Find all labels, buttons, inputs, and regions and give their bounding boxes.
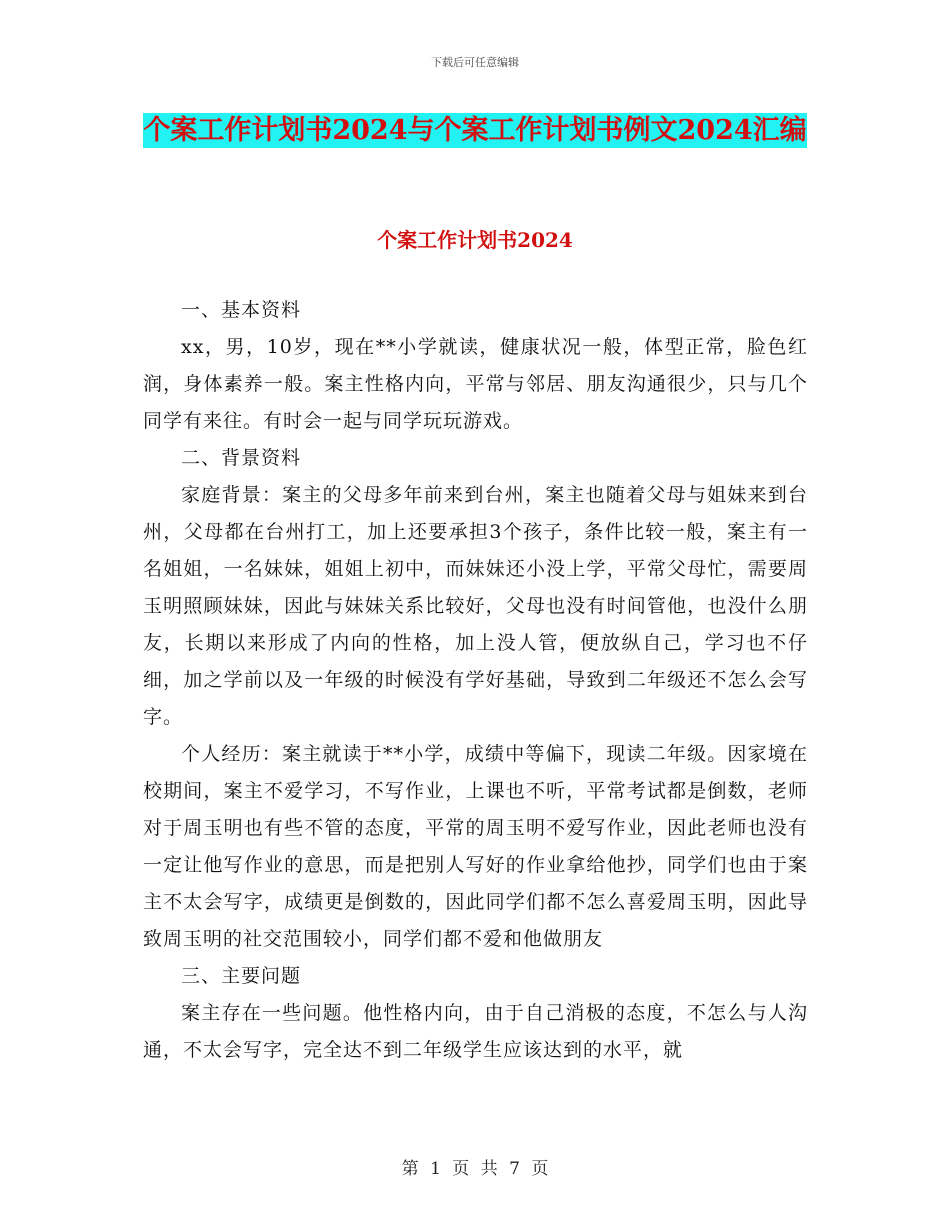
heading-main-problems: 三、主要问题 (181, 965, 302, 987)
document-body (143, 292, 808, 1069)
section-title: 个案工作计划书2024 (377, 228, 573, 252)
heading-background: 二、背景资料 (181, 447, 302, 469)
document-title (140, 106, 810, 156)
document-title-text: 个案工作计划书2024与个案工作计划书例文2024汇编 (143, 115, 807, 146)
paragraph-basic-info: xx，男，10岁，现在**小学就读，健康状况一般，体型正常，脸色红润，身体素养一般。案主性格内向，平常与邻居、朋友沟通很少，只与几个同学有来往。有时会一起与同学玩玩游戏。 (143, 336, 808, 432)
heading-basic-info: 一、基本资料 (181, 299, 302, 321)
paragraph-main-problems: 案主存在一些问题。他性格内向，由于自己消极的态度，不怎么与人沟通，不太会写字，完全达不到二年级学生应该达到的水平，就 (143, 1002, 808, 1061)
header-note: 下载后可任意编辑 (431, 56, 519, 69)
page-footer: 第 1 页 共 7 页 (401, 1159, 549, 1179)
paragraph-personal-history: 个人经历：案主就读于**小学，成绩中等偏下，现读二年级。因家境在校期间，案主不爱学习，不写作业，上课也不听，平常考试都是倒数，老师对于周玉明也有些不管的态度，平常的周玉明不爱写作业，因此老师也没有一定让他写作业的意思，而是把别人写好的作业拿给他抄，同学们也由于案主不太会写字，成绩更是倒数的，因此同学们都不怎么喜爱周玉明，因此导致周玉明的社交范围较小，同学们都不爱和他做朋友 (143, 743, 808, 950)
paragraph-family-background: 家庭背景：案主的父母多年前来到台州，案主也随着父母与姐妹来到台州，父母都在台州打工，加上还要承担3个孩子，条件比较一般，案主有一名姐姐，一名妹妹，姐姐上初中，而妹妹还小没上学，平常父母忙，需要周玉明照顾妹妹，因此与妹妹关系比较好，父母也没有时间管他，也没什么朋友，长期以来形成了内向的性格，加上没人管，便放纵自己，学习也不仔细，加之学前以及一年级的时候没有学好基础，导致到二年级还不怎么会写字。 (143, 484, 808, 728)
